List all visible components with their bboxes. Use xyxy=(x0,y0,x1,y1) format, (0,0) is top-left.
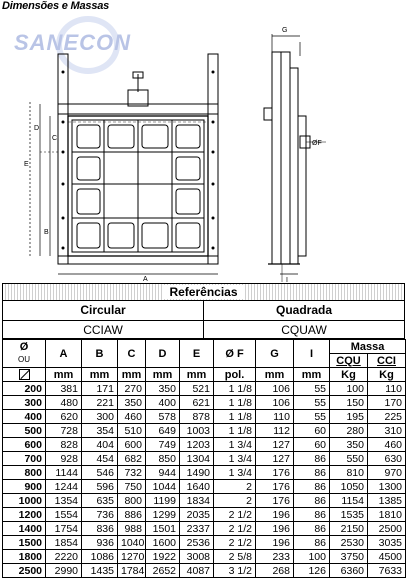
cell-c: 682 xyxy=(118,452,146,466)
cell-cci: 2500 xyxy=(368,522,406,536)
cell-i: 86 xyxy=(294,522,330,536)
cell-e: 4087 xyxy=(180,564,214,578)
cell-a: 1354 xyxy=(46,494,82,508)
cell-dn: 1800 xyxy=(3,550,46,564)
cell-d: 1199 xyxy=(146,494,180,508)
cell-b: 171 xyxy=(82,382,118,396)
cell-b: 635 xyxy=(82,494,118,508)
cell-c: 1270 xyxy=(118,550,146,564)
cell-e: 878 xyxy=(180,410,214,424)
references-labels-row xyxy=(3,301,404,321)
unit-b: mm xyxy=(82,368,118,382)
cell-f: 1 3/4 xyxy=(214,466,256,480)
table-row xyxy=(3,438,406,452)
cell-cqu: 280 xyxy=(330,424,368,438)
reference-circular-label: Circular xyxy=(3,301,204,320)
cell-c: 600 xyxy=(118,438,146,452)
cell-d: 749 xyxy=(146,438,180,452)
cell-c: 1040 xyxy=(118,536,146,550)
cell-b: 221 xyxy=(82,396,118,410)
square-symbol-icon xyxy=(19,369,30,380)
cell-g: 176 xyxy=(256,480,294,494)
page-title: Dimensões e Massas xyxy=(2,0,110,12)
cell-g: 196 xyxy=(256,536,294,550)
cell-a: 381 xyxy=(46,382,82,396)
header-dn-circle: Ø OU xyxy=(3,340,46,368)
header-dn-square xyxy=(3,368,46,382)
cell-c: 460 xyxy=(118,410,146,424)
cell-cci: 970 xyxy=(368,466,406,480)
cell-a: 1554 xyxy=(46,508,82,522)
cell-cci: 1810 xyxy=(368,508,406,522)
cell-d: 1044 xyxy=(146,480,180,494)
cell-i: 60 xyxy=(294,438,330,452)
cell-cqu: 2150 xyxy=(330,522,368,536)
dim-label-a: A xyxy=(143,276,148,283)
cell-d: 2652 xyxy=(146,564,180,578)
cell-g: 106 xyxy=(256,396,294,410)
side-gate xyxy=(298,116,306,256)
cell-e: 521 xyxy=(180,382,214,396)
unit-a: mm xyxy=(46,368,82,382)
unit-f: pol. xyxy=(214,368,256,382)
cell-dn: 1000 xyxy=(3,494,46,508)
cell-cqu: 150 xyxy=(330,396,368,410)
cell-g: 176 xyxy=(256,466,294,480)
header-cqu: CQU xyxy=(330,354,368,368)
cell-d: 850 xyxy=(146,452,180,466)
cell-f: 2 xyxy=(214,480,256,494)
table-row xyxy=(3,550,406,564)
cell-g: 127 xyxy=(256,438,294,452)
cell-g: 127 xyxy=(256,452,294,466)
cell-d: 1501 xyxy=(146,522,180,536)
table-row xyxy=(3,494,406,508)
cell-g: 110 xyxy=(256,410,294,424)
unit-c: mm xyxy=(118,368,146,382)
header-g: G xyxy=(256,340,294,368)
table-row xyxy=(3,466,406,480)
cell-a: 480 xyxy=(46,396,82,410)
cell-cqu: 810 xyxy=(330,466,368,480)
cell-f: 2 1/2 xyxy=(214,508,256,522)
table-row xyxy=(3,410,406,424)
cell-g: 268 xyxy=(256,564,294,578)
unit-d: mm xyxy=(146,368,180,382)
reference-square-label: Quadrada xyxy=(275,303,332,317)
cell-dn: 2500 xyxy=(3,564,46,578)
table-row xyxy=(3,424,406,438)
cell-cqu: 550 xyxy=(330,452,368,466)
cell-f: 2 1/2 xyxy=(214,536,256,550)
cell-i: 55 xyxy=(294,410,330,424)
cell-d: 944 xyxy=(146,466,180,480)
dim-label-e: E xyxy=(24,161,29,168)
cell-dn: 900 xyxy=(3,480,46,494)
cell-f: 1 3/4 xyxy=(214,452,256,466)
cell-cci: 1300 xyxy=(368,480,406,494)
cell-dn: 400 xyxy=(3,410,46,424)
cell-a: 928 xyxy=(46,452,82,466)
table-row xyxy=(3,564,406,578)
cell-a: 1144 xyxy=(46,466,82,480)
cell-d: 1600 xyxy=(146,536,180,550)
cell-f: 1 1/8 xyxy=(214,410,256,424)
dim-label-c: C xyxy=(52,135,58,142)
cell-a: 828 xyxy=(46,438,82,452)
cell-b: 354 xyxy=(82,424,118,438)
cell-e: 621 xyxy=(180,396,214,410)
cell-c: 510 xyxy=(118,424,146,438)
cell-dn: 1200 xyxy=(3,508,46,522)
cell-g: 233 xyxy=(256,550,294,564)
cell-cqu: 1535 xyxy=(330,508,368,522)
cell-d: 1922 xyxy=(146,550,180,564)
cell-dn: 300 xyxy=(3,396,46,410)
cell-cqu: 2530 xyxy=(330,536,368,550)
dim-label-i: I xyxy=(286,277,288,284)
cell-g: 196 xyxy=(256,508,294,522)
cell-g: 196 xyxy=(256,522,294,536)
logo-text: SANECON xyxy=(14,30,132,55)
reference-circular-code: CCIAW xyxy=(3,321,204,340)
cell-cci: 630 xyxy=(368,452,406,466)
header-row-top xyxy=(3,340,406,354)
unit-cci: Kg xyxy=(368,368,406,382)
cell-f: 3 1/2 xyxy=(214,564,256,578)
references-section xyxy=(2,283,405,339)
header-b: B xyxy=(82,340,118,368)
cell-b: 404 xyxy=(82,438,118,452)
cell-c: 1784 xyxy=(118,564,146,578)
dimensions-table-body xyxy=(3,382,406,578)
cell-cqu: 1050 xyxy=(330,480,368,494)
header-d: D xyxy=(146,340,180,368)
cell-dn: 1400 xyxy=(3,522,46,536)
cell-f: 2 5/8 xyxy=(214,550,256,564)
table-row xyxy=(3,396,406,410)
cell-i: 86 xyxy=(294,508,330,522)
cell-b: 454 xyxy=(82,452,118,466)
cell-d: 578 xyxy=(146,410,180,424)
cell-cci: 225 xyxy=(368,410,406,424)
cell-a: 1854 xyxy=(46,536,82,550)
cell-cci: 1385 xyxy=(368,494,406,508)
table-row xyxy=(3,452,406,466)
cell-c: 886 xyxy=(118,508,146,522)
header-f: Ø F xyxy=(214,340,256,368)
reference-square-code: CQUAW xyxy=(281,323,327,337)
cell-f: 2 xyxy=(214,494,256,508)
cell-a: 1754 xyxy=(46,522,82,536)
cell-dn: 200 xyxy=(3,382,46,396)
cell-cci: 110 xyxy=(368,382,406,396)
table-row xyxy=(3,522,406,536)
cell-c: 800 xyxy=(118,494,146,508)
cell-cci: 460 xyxy=(368,438,406,452)
dimensions-table xyxy=(2,339,406,578)
cell-f: 2 1/2 xyxy=(214,522,256,536)
cell-c: 750 xyxy=(118,480,146,494)
cell-i: 86 xyxy=(294,466,330,480)
cell-e: 1490 xyxy=(180,466,214,480)
cell-cci: 7633 xyxy=(368,564,406,578)
dim-label-g: G xyxy=(282,27,288,34)
cell-cqu: 3750 xyxy=(330,550,368,564)
cell-i: 100 xyxy=(294,550,330,564)
cell-cci: 170 xyxy=(368,396,406,410)
cell-cqu: 100 xyxy=(330,382,368,396)
cell-cci: 4500 xyxy=(368,550,406,564)
cell-i: 86 xyxy=(294,480,330,494)
header-massa: Massa xyxy=(330,340,406,354)
table-row xyxy=(3,382,406,396)
header-cci: CCI xyxy=(368,354,406,368)
cell-a: 620 xyxy=(46,410,82,424)
cell-cqu: 6360 xyxy=(330,564,368,578)
header-e: E xyxy=(180,340,214,368)
cell-c: 270 xyxy=(118,382,146,396)
cell-dn: 600 xyxy=(3,438,46,452)
cell-dn: 500 xyxy=(3,424,46,438)
cell-i: 126 xyxy=(294,564,330,578)
table-row xyxy=(3,480,406,494)
cell-b: 836 xyxy=(82,522,118,536)
cell-i: 55 xyxy=(294,382,330,396)
units-row xyxy=(3,368,406,382)
front-guide-left xyxy=(58,54,68,264)
table-row xyxy=(3,508,406,522)
cell-i: 86 xyxy=(294,536,330,550)
cell-g: 106 xyxy=(256,382,294,396)
cell-d: 350 xyxy=(146,382,180,396)
cell-b: 736 xyxy=(82,508,118,522)
unit-i: mm xyxy=(294,368,330,382)
dim-label-d: D xyxy=(34,125,40,132)
cell-cqu: 1154 xyxy=(330,494,368,508)
cell-i: 86 xyxy=(294,452,330,466)
cell-i: 60 xyxy=(294,424,330,438)
cell-b: 1086 xyxy=(82,550,118,564)
cell-g: 176 xyxy=(256,494,294,508)
cell-f: 1 1/8 xyxy=(214,424,256,438)
cell-c: 732 xyxy=(118,466,146,480)
cell-cci: 310 xyxy=(368,424,406,438)
cell-e: 2536 xyxy=(180,536,214,550)
cell-b: 936 xyxy=(82,536,118,550)
cell-e: 1203 xyxy=(180,438,214,452)
dim-label-f: ØF xyxy=(312,140,322,147)
cell-cqu: 195 xyxy=(330,410,368,424)
cell-d: 649 xyxy=(146,424,180,438)
cell-i: 55 xyxy=(294,396,330,410)
cell-dn: 800 xyxy=(3,466,46,480)
gate-drawing xyxy=(0,12,407,284)
cell-a: 2990 xyxy=(46,564,82,578)
cell-dn: 700 xyxy=(3,452,46,466)
cell-cci: 3035 xyxy=(368,536,406,550)
cell-b: 1435 xyxy=(82,564,118,578)
cell-e: 1003 xyxy=(180,424,214,438)
unit-e: mm xyxy=(180,368,214,382)
cell-f: 1 1/8 xyxy=(214,382,256,396)
cell-a: 728 xyxy=(46,424,82,438)
unit-cqu: Kg xyxy=(330,368,368,382)
cell-f: 1 3/4 xyxy=(214,438,256,452)
references-heading: Referências xyxy=(3,284,404,301)
cell-b: 596 xyxy=(82,480,118,494)
cell-d: 400 xyxy=(146,396,180,410)
header-c: C xyxy=(118,340,146,368)
cell-c: 988 xyxy=(118,522,146,536)
cell-e: 1640 xyxy=(180,480,214,494)
cell-d: 1299 xyxy=(146,508,180,522)
header-i: I xyxy=(294,340,330,368)
cell-e: 1834 xyxy=(180,494,214,508)
cell-g: 112 xyxy=(256,424,294,438)
cell-e: 3008 xyxy=(180,550,214,564)
cell-e: 2337 xyxy=(180,522,214,536)
cell-cqu: 350 xyxy=(330,438,368,452)
cell-a: 1244 xyxy=(46,480,82,494)
dim-label-b: B xyxy=(44,229,49,236)
cell-e: 2035 xyxy=(180,508,214,522)
header-a: A xyxy=(46,340,82,368)
cell-f: 1 1/8 xyxy=(214,396,256,410)
cell-b: 546 xyxy=(82,466,118,480)
cell-a: 2220 xyxy=(46,550,82,564)
table-row xyxy=(3,536,406,550)
front-guide-right xyxy=(208,54,218,264)
cell-dn: 1500 xyxy=(3,536,46,550)
cell-b: 300 xyxy=(82,410,118,424)
cell-e: 1304 xyxy=(180,452,214,466)
references-values-row xyxy=(3,321,404,340)
cell-c: 350 xyxy=(118,396,146,410)
unit-g: mm xyxy=(256,368,294,382)
cell-i: 86 xyxy=(294,494,330,508)
